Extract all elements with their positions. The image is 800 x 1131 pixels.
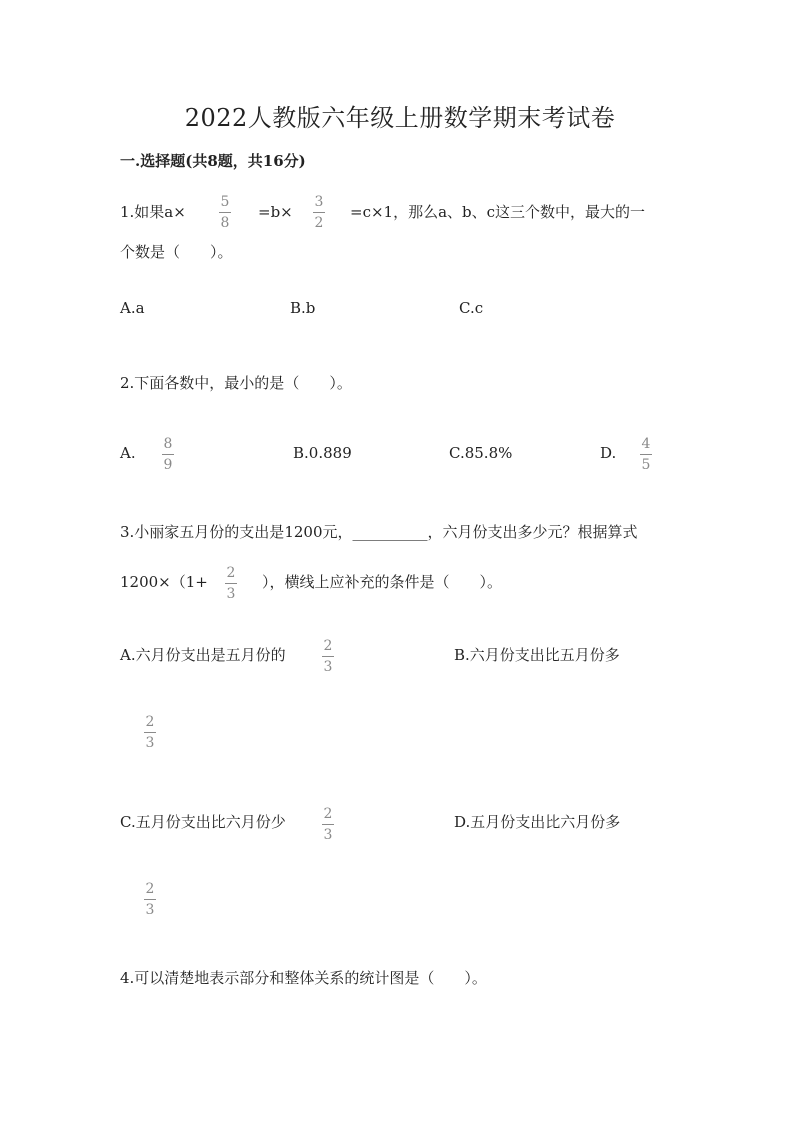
q3-text-line1: 3.小丽家五月份的支出是1200元，__________，六月份支出多少元？根据算式 [120, 523, 638, 541]
q3-option-d-numerator: 2 [145, 881, 155, 897]
q3-option-c-fraction [322, 806, 334, 843]
fraction-bar [219, 212, 231, 213]
q3-option-b-numerator: 2 [145, 714, 155, 730]
q3-text-line2-start: 1200×（1+ [120, 573, 208, 591]
q1-fraction-2-numerator: 3 [314, 194, 324, 210]
q1-fraction-2 [313, 194, 325, 231]
q2-option-d-fraction [640, 436, 652, 473]
q2-option-a-fraction [162, 436, 174, 473]
q2-option-a-label: A. [120, 444, 136, 462]
q4-text: 4.可以清楚地表示部分和整体关系的统计图是（ ）。 [120, 969, 487, 987]
q1-text-part1: 1.如果a× [120, 203, 186, 221]
q1-fraction-1-denominator: 8 [220, 215, 230, 231]
q3-option-b: B.六月份支出比五月份多 [454, 646, 620, 664]
q3-option-c-denominator: 3 [323, 827, 333, 843]
q3-formula-numerator: 2 [226, 565, 236, 581]
q3-text-line2-end: ），横线上应补充的条件是（ ）。 [262, 573, 503, 591]
q3-option-d-denominator: 3 [145, 902, 155, 918]
q3-formula-denominator: 3 [226, 586, 236, 602]
q1-text-part2: =b× [258, 203, 293, 221]
q3-option-d: D.五月份支出比六月份多 [454, 813, 621, 831]
q2-text: 2.下面各数中，最小的是（ ）。 [120, 374, 352, 392]
q2-option-c: C.85.8% [449, 444, 513, 462]
fraction-bar [144, 899, 156, 900]
q2-option-b: B.0.889 [293, 444, 352, 462]
q3-option-c: C.五月份支出比六月份少 [120, 813, 286, 831]
q1-text-line2: 个数是（ ）。 [120, 243, 233, 261]
q3-option-d-fraction [144, 881, 156, 918]
q1-fraction-1 [219, 194, 231, 231]
q3-option-a: A.六月份支出是五月份的 [120, 646, 286, 664]
q3-option-a-denominator: 3 [323, 659, 333, 675]
q3-option-b-denominator: 3 [145, 735, 155, 751]
q2-option-a-denominator: 9 [163, 457, 173, 473]
q2-option-d-label: D. [600, 444, 617, 462]
q1-text-part3: =c×1，那么a、b、c这三个数中，最大的一 [350, 203, 646, 221]
fraction-bar [322, 656, 334, 657]
q3-option-b-fraction [144, 714, 156, 751]
q2-option-d-numerator: 4 [641, 436, 651, 452]
q1-option-b: B.b [290, 299, 316, 317]
fraction-bar [640, 454, 652, 455]
section-heading: 一.选择题(共8题，共16分) [120, 152, 306, 170]
fraction-bar [322, 824, 334, 825]
q3-option-c-numerator: 2 [323, 806, 333, 822]
q1-option-c: C.c [459, 299, 484, 317]
q2-option-a-numerator: 8 [163, 436, 173, 452]
fraction-bar [225, 583, 237, 584]
q1-option-a: A.a [120, 299, 145, 317]
q3-option-a-fraction [322, 638, 334, 675]
q3-formula-fraction [225, 565, 237, 602]
fraction-bar [144, 732, 156, 733]
q1-fraction-2-denominator: 2 [314, 215, 324, 231]
fraction-bar [162, 454, 174, 455]
q1-fraction-1-numerator: 5 [220, 194, 230, 210]
page-title: 2022人教版六年级上册数学期末考试卷 [184, 104, 616, 132]
q2-option-d-denominator: 5 [641, 457, 651, 473]
fraction-bar [313, 212, 325, 213]
q3-option-a-numerator: 2 [323, 638, 333, 654]
